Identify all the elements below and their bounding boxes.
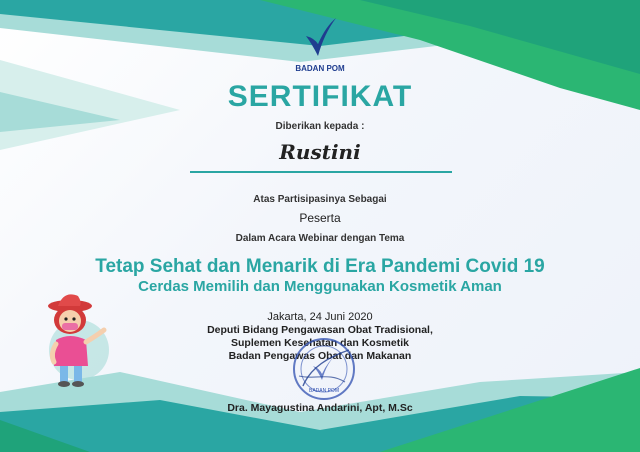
official-stamp <box>291 336 357 402</box>
svg-text:BADAN POM: BADAN POM <box>308 388 340 394</box>
mascot-illustration <box>34 290 124 390</box>
signatory-name: Dra. Mayagustina Andarini, Apt, M.Sc <box>227 402 413 414</box>
badan-pom-logo <box>290 14 350 76</box>
logo-text: BADAN POM <box>295 64 345 73</box>
place-date: Jakarta, 24 Juni 2020 <box>267 311 373 323</box>
certificate-title: SERTIFIKAT <box>227 80 413 113</box>
recipient-name: Rustini <box>279 140 361 164</box>
theme-subtitle: Cerdas Memilih dan Menggunakan Kosmetik Aman <box>138 278 502 295</box>
event-label: Dalam Acara Webinar dengan Tema <box>235 233 405 244</box>
name-underline <box>190 171 452 173</box>
given-to-label: Diberikan kepada : <box>275 121 365 132</box>
participant-role: Peserta <box>299 211 341 225</box>
signatory-office-line: Suplemen Kesehatan dan Kosmetik <box>231 337 409 349</box>
theme-title: Tetap Sehat dan Menarik di Era Pandemi Covid 19 <box>95 256 545 277</box>
participation-label: Atas Partisipasinya Sebagai <box>253 194 387 205</box>
signatory-office-line: Badan Pengawas Obat dan Makanan <box>228 350 412 362</box>
signatory-office-line: Deputi Bidang Pengawasan Obat Tradisional, <box>207 324 433 336</box>
